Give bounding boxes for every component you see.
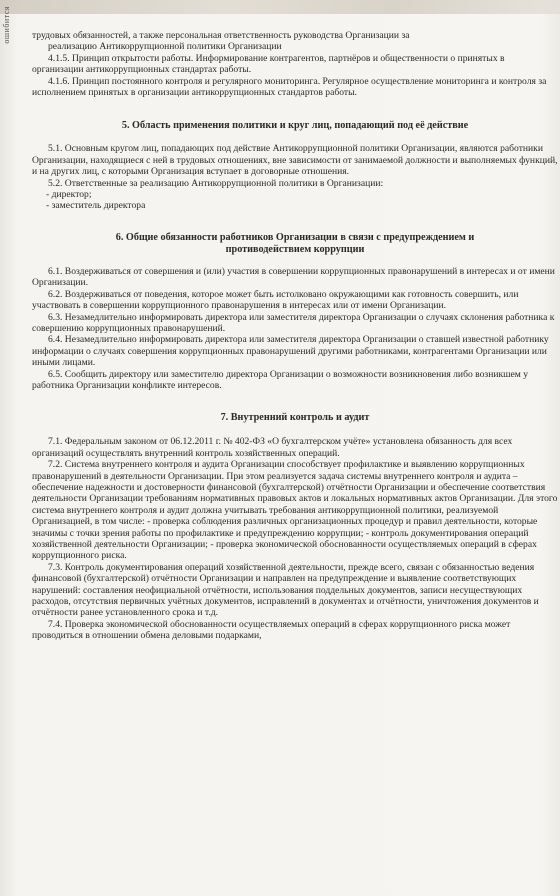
paragraph-7-3: 7.3. Контроль документирования операций хозяйственной деятельности, прежде всего, связан с обязанностью ведения финансовой (бухгалтерской) отчётности Организации и направлен на предупреждение и выявление соответствующих нарушений: составления неофициальной отчётности, использования поддельных документов, записи несуществующих расходов, отсутствия первичных учётных документов, исправлений в документах и отчётности, уничтожения документов и отчётности ранее установленного срока и т.д. — [32, 561, 539, 619]
margin-mark: ошибится — [2, 6, 11, 44]
paragraph-7-4: 7.4. Проверка экономической обоснованности осуществляемых операций в сферах коррупционного риска может проводиться в отношении обмена деловыми подарками, — [32, 618, 511, 642]
document-body — [32, 30, 558, 642]
intro-line-2: реализацию Антикоррупционной политики Организации — [48, 41, 282, 53]
paragraph-4-1-6: 4.1.6. Принцип постоянного контроля и регулярного мониторинга. Регулярное осуществление мониторинга и контроля за исполнением принятых в организации антикоррупционных стандартов работы. — [32, 75, 547, 99]
paragraph-7-1: 7.1. Федеральным законом от 06.12.2011 г. № 402-ФЗ «О бухгалтерском учёте» установлена обязанность для всех организаций осуществлять внутренний контроль хозяйственных операций. — [32, 436, 513, 459]
section-5-title: 5. Область применения политики и круг лиц, попадающий под её действие — [121, 120, 469, 132]
paragraph-7-2: 7.2. Система внутреннего контроля и аудита Организации способствует профилактике и выявлению коррупционных правонарушений в деятельности Организации. При этом реализуется задача системы внутреннего контроля и аудита – обеспечение надежности и достоверности финансовой (бухгалтерской) отчётности Организации и обеспечение соответствия деятельности Организации требованиям нормативных правовых актов и локальных нормативных актов Организации. Для этого система внутреннего контроля и аудит должна учитывать требования антикоррупционной политики, реализуемой Организацией, в том числе: - проверка соблюдения различных организационных процедур и правил деятельности, которые значимы с точки зрения работы по профилактике и предупреждению коррупции; - контроль документирования операций хозяйственной деятельности Организации; - проверка экономической обоснованности осуществляемых операций в сферах коррупционного риска. — [32, 459, 558, 562]
section-6-title: 6. Общие обязанности работников Организации в связи с предупреждением и противодействием коррупции — [115, 231, 475, 255]
paragraph-6-5: 6.5. Сообщить директору или заместителю директора Организации о возможности возникновения либо возникшем у работника Организации конфликте интересов. — [32, 368, 529, 391]
paragraph-6-1: 6.1. Воздерживаться от совершения и (или) участия в совершении коррупционных правонарушений в интересах и от имени Организации. — [32, 265, 555, 289]
paragraph-6-4: 6.4. Незамедлительно информировать директора или заместителя директора Организации о ставшей известной работнику информации о случаях совершения коррупционных правонарушений другими работниками, контрагентами Организации или иными лицами. — [32, 334, 549, 369]
scan-top-edge — [0, 0, 560, 14]
paragraph-4-1-5: 4.1.5. Принцип открытости работы. Информирование контрагентов, партнёров и общественности о принятых в организации антикоррупционных стандартах работы. — [32, 52, 505, 76]
paragraph-5-2: 5.2. Ответственные за реализацию Антикоррупционной политики в Организации: — [48, 177, 384, 189]
list-item-director: - директор; — [46, 189, 92, 201]
paragraph-6-3: 6.3. Незамедлительно информировать директора или заместителя директора Организации о случаях склонения работника к совершению коррупционных правонарушений. — [32, 311, 555, 334]
section-7-title: 7. Внутренний контроль и аудит — [220, 412, 370, 424]
intro-line-1: трудовых обязанностей, а также персональная ответственность руководства Организации за — [32, 30, 410, 41]
paragraph-5-1: 5.1. Основным кругом лиц, попадающих под действие Антикоррупционной политики Организации, являются работники Организации, находящиеся с ней в трудовых отношениях, вне зависимости от занимаемой должности и выполняемых функций, и на других лиц, с которыми Организация вступает в договорные отношения. — [32, 143, 558, 178]
list-item-deputy: - заместитель директора — [46, 200, 146, 212]
paragraph-6-2: 6.2. Воздерживаться от поведения, которое может быть истолковано окружающими как готовность совершить, или участвовать в совершении коррупционного правонарушения в интересах или от имени Организации. — [32, 288, 519, 312]
